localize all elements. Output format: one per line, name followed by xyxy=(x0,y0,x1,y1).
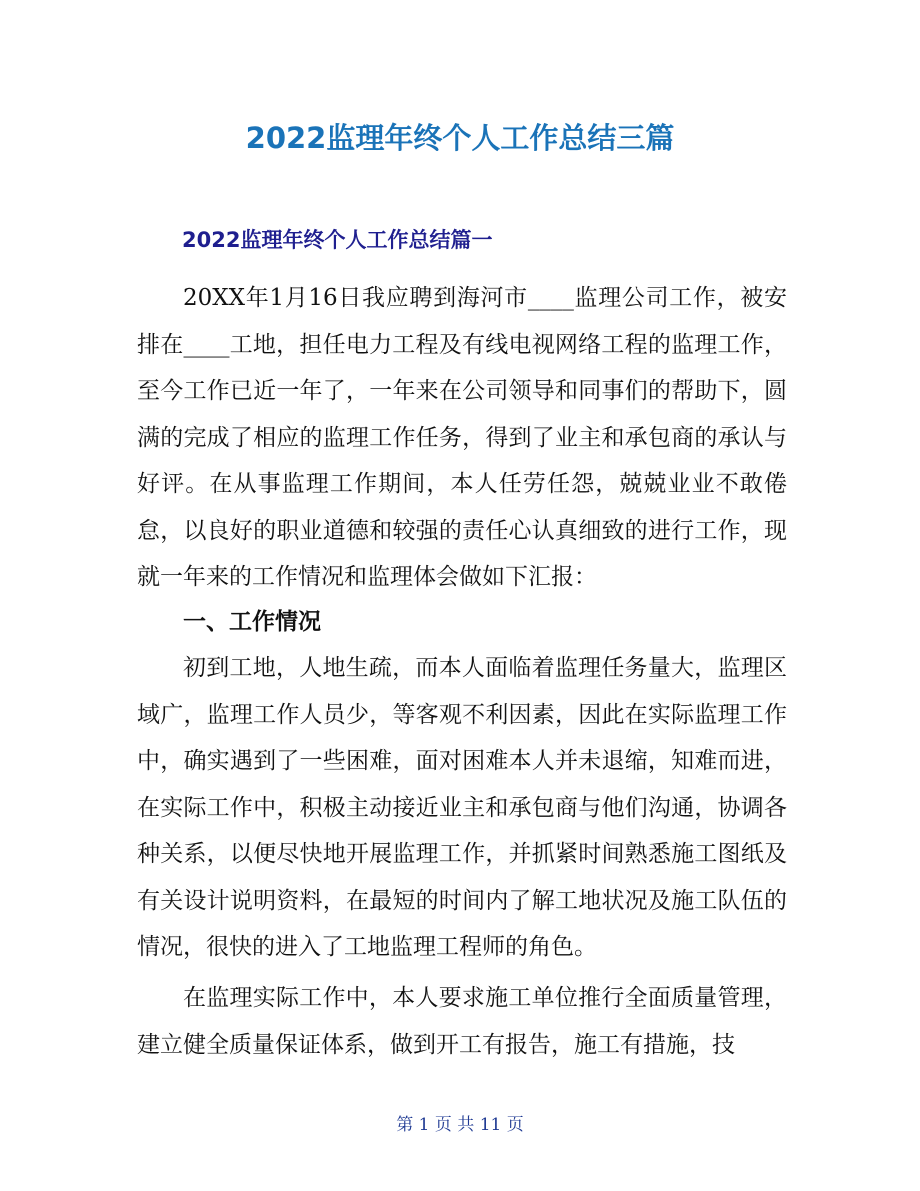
document-title: 2022监理年终个人工作总结三篇 xyxy=(245,121,675,155)
section-title: 2022监理年终个人工作总结篇一 xyxy=(182,228,493,252)
paragraph-intro: 20XX年1月16日我应聘到海河市____监理公司工作，被安排在____工地，担任电力工程及有线电视网络工程的监理工作，至今工作已近一年了，一年来在公司领导和同事们的帮助下，圆满的完成了相应的监理工作任务，得到了业主和承包商的承认与好评。在从事监理工作期间，本人任劳任怨，兢兢业业不敢倦怠，以良好的职业道德和较强的责任心认真细致的进行工作，现就一年来的工作情况和监理体会做如下汇报： xyxy=(137,285,787,590)
heading-work-situation: 一、工作情况 xyxy=(183,608,321,635)
paragraph-work-start: 初到工地，人地生疏，而本人面临着监理任务量大，监理区域广，监理工作人员少，等客观不利因素，因此在实际监理工作中，确实遇到了一些困难，面对困难本人并未退缩，知难而进，在实际工作中，积极主动接近业主和承包商与他们沟通，协调各种关系，以便尽快地开展监理工作，并抓紧时间熟悉施工图纸及有关设计说明资料，在最短的时间内了解工地状况及施工队伍的情况，很快的进入了工地监理工程师的角色。 xyxy=(137,655,787,960)
page-number-footer: 第 1 页 共 11 页 xyxy=(396,1115,524,1135)
paragraph-quality-management: 在监理实际工作中，本人要求施工单位推行全面质量管理，建立健全质量保证体系，做到开工有报告，施工有措施，技 xyxy=(137,985,787,1058)
